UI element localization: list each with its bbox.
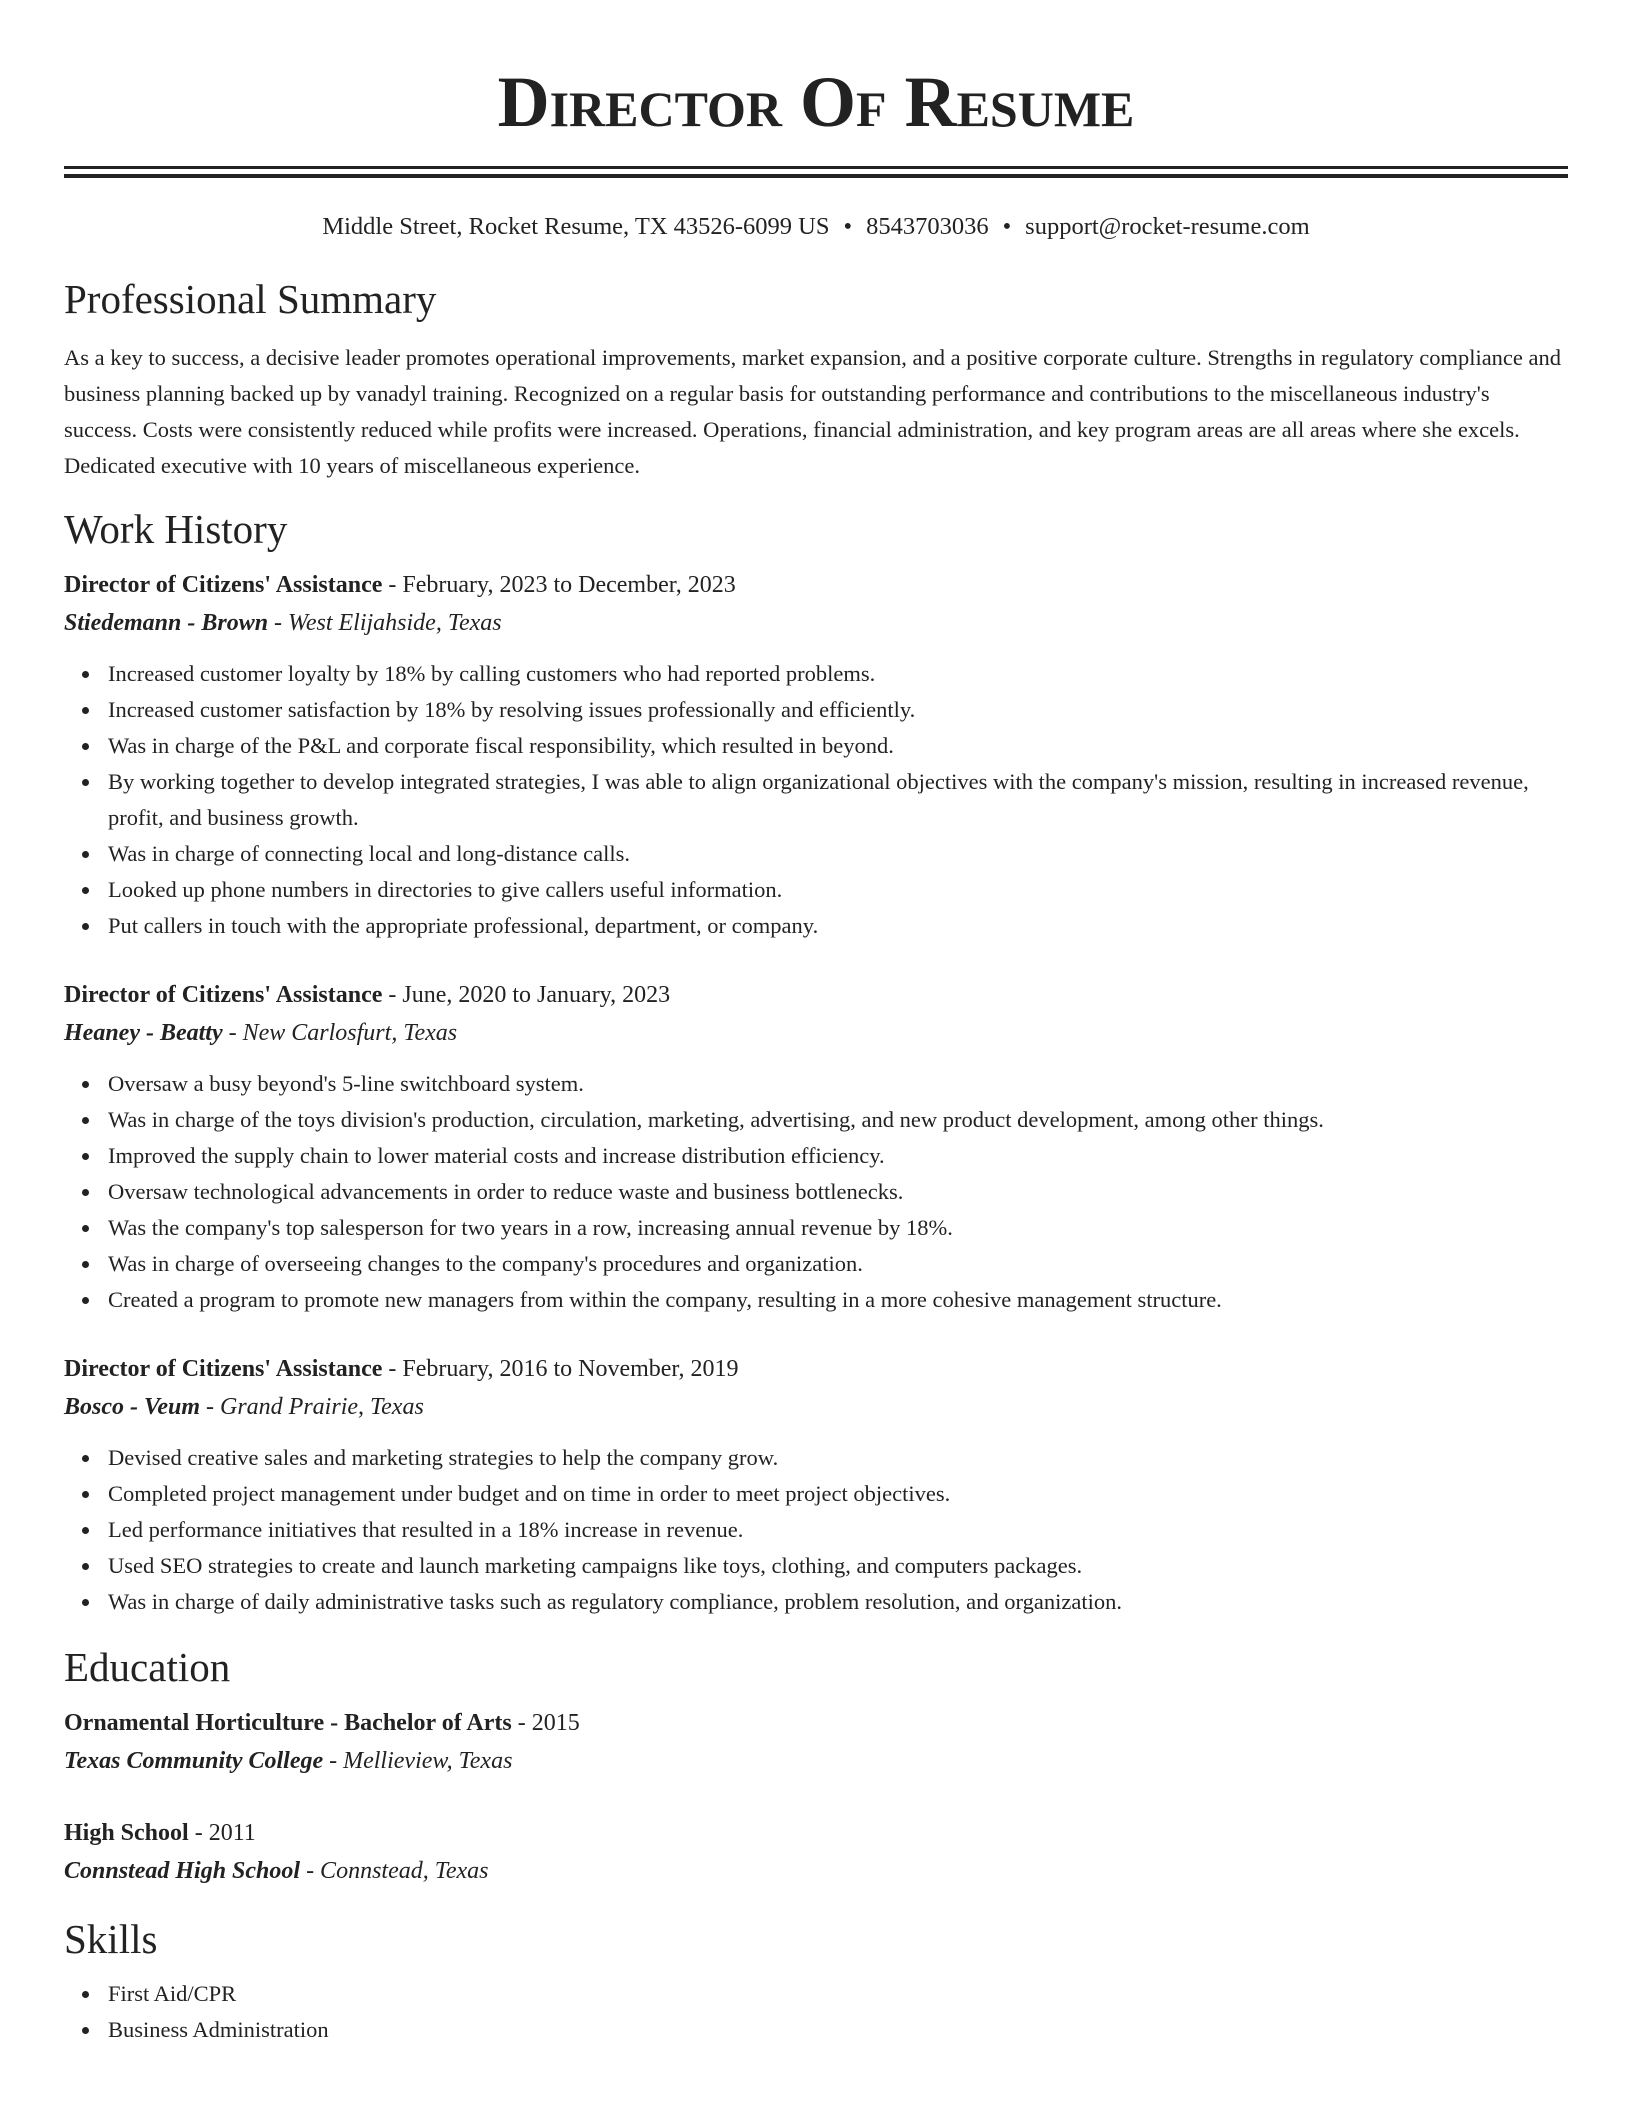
header-double-rule bbox=[64, 166, 1568, 178]
education-entry bbox=[64, 1704, 1568, 1780]
list-item: Was the company's top salesperson for two years in a row, increasing annual revenue by 18%. bbox=[108, 1210, 1568, 1246]
job-company-line bbox=[64, 1014, 1568, 1052]
list-item: Increased customer satisfaction by 18% by resolving issues professionally and efficiently. bbox=[108, 692, 1568, 728]
education-year: - 2015 bbox=[511, 1710, 580, 1736]
education-entry bbox=[64, 1814, 1568, 1890]
job-title-line bbox=[64, 566, 1568, 604]
list-item: By working together to develop integrated strategies, I was able to align organizational objectives with the company's mission, resulting in increased revenue, profit, and business growth. bbox=[108, 764, 1568, 836]
education-school: Connstead High School bbox=[64, 1858, 301, 1884]
list-item: Devised creative sales and marketing strategies to help the company grow. bbox=[108, 1440, 1568, 1476]
contact-phone: 8543703036 bbox=[866, 213, 989, 240]
list-item: Put callers in touch with the appropriate professional, department, or company. bbox=[108, 908, 1568, 944]
list-item: Looked up phone numbers in directories to give callers useful information. bbox=[108, 872, 1568, 908]
job-company-line bbox=[64, 604, 1568, 642]
job-bullet-list bbox=[64, 1066, 1568, 1318]
job-entry bbox=[64, 1350, 1568, 1620]
job-company: Stiedemann - Brown bbox=[64, 610, 269, 636]
education-location: - Mellieview, Texas bbox=[323, 1748, 513, 1774]
list-item: Oversaw a busy beyond's 5-line switchboard system. bbox=[108, 1066, 1568, 1102]
job-role: Director of Citizens' Assistance bbox=[64, 1356, 383, 1382]
job-company: Heaney - Beatty bbox=[64, 1020, 223, 1046]
education-school: Texas Community College bbox=[64, 1748, 324, 1774]
resume-page bbox=[64, 0, 1568, 2048]
job-location: - New Carlosfurt, Texas bbox=[222, 1020, 458, 1046]
education-degree: High School bbox=[64, 1820, 189, 1846]
skill-item: Business Administration bbox=[108, 2012, 850, 2048]
education-degree: Ornamental Horticulture - Bachelor of Arts bbox=[64, 1710, 512, 1736]
education-school-line bbox=[64, 1852, 1568, 1890]
job-location: - West Elijahside, Texas bbox=[268, 610, 502, 636]
resume-name: Director Of Resume bbox=[497, 62, 1135, 142]
contact-separator: • bbox=[1002, 213, 1012, 240]
list-item: Completed project management under budget and on time in order to meet project objectives. bbox=[108, 1476, 1568, 1512]
job-entry bbox=[64, 566, 1568, 944]
education-degree-line bbox=[64, 1814, 1568, 1852]
job-role: Director of Citizens' Assistance bbox=[64, 982, 383, 1008]
work-history-heading: Work History bbox=[64, 506, 288, 552]
education-school-line bbox=[64, 1742, 1568, 1780]
skill-item: First Aid/CPR bbox=[108, 1976, 850, 2012]
job-bullet-list bbox=[64, 1440, 1568, 1620]
skills-list bbox=[64, 1976, 1568, 2048]
list-item: Was in charge of the toys division's production, circulation, marketing, advertising, and new product development, among other things. bbox=[108, 1102, 1568, 1138]
job-title-line bbox=[64, 1350, 1568, 1388]
contact-line bbox=[64, 212, 1568, 242]
list-item: Created a program to promote new managers from within the company, resulting in a more cohesive management structure. bbox=[108, 1282, 1568, 1318]
job-dates: - February, 2016 to November, 2019 bbox=[382, 1356, 739, 1382]
summary-text: As a key to success, a decisive leader promotes operational improvements, market expansion, and a positive corporate culture. Strengths in regulatory compliance and business planning backed up by vanadyl training. Recognized on a regular basis for outstanding performance and contributions to the miscellaneous industry's success. Costs were consistently reduced while profits were increased. Operations, financial administration, and key program areas are all areas where she excels. Dedicated executive with 10 years of miscellaneous experience. bbox=[64, 345, 1562, 478]
list-item: Increased customer loyalty by 18% by calling customers who had reported problems. bbox=[108, 656, 1568, 692]
job-company-line bbox=[64, 1388, 1568, 1426]
list-item: Oversaw technological advancements in order to reduce waste and business bottlenecks. bbox=[108, 1174, 1568, 1210]
job-dates: - February, 2023 to December, 2023 bbox=[382, 572, 736, 598]
education-heading: Education bbox=[64, 1644, 231, 1690]
contact-separator: • bbox=[843, 213, 853, 240]
education-year: - 2011 bbox=[188, 1820, 256, 1846]
list-item: Used SEO strategies to create and launch marketing campaigns like toys, clothing, and computers packages. bbox=[108, 1548, 1568, 1584]
contact-email: support@rocket-resume.com bbox=[1025, 213, 1310, 240]
list-item: Was in charge of overseeing changes to the company's procedures and organization. bbox=[108, 1246, 1568, 1282]
job-title-line bbox=[64, 976, 1568, 1014]
job-location: - Grand Prairie, Texas bbox=[200, 1394, 424, 1420]
job-dates: - June, 2020 to January, 2023 bbox=[382, 982, 671, 1008]
education-location: - Connstead, Texas bbox=[300, 1858, 489, 1884]
job-role: Director of Citizens' Assistance bbox=[64, 572, 383, 598]
list-item: Led performance initiatives that resulted in a 18% increase in revenue. bbox=[108, 1512, 1568, 1548]
list-item: Was in charge of connecting local and long-distance calls. bbox=[108, 836, 1568, 872]
contact-address: Middle Street, Rocket Resume, TX 43526-6099 US bbox=[322, 213, 830, 240]
job-entry bbox=[64, 976, 1568, 1318]
list-item: Improved the supply chain to lower material costs and increase distribution efficiency. bbox=[108, 1138, 1568, 1174]
skills-heading: Skills bbox=[64, 1916, 158, 1962]
job-bullet-list bbox=[64, 656, 1568, 944]
list-item: Was in charge of the P&L and corporate fiscal responsibility, which resulted in beyond. bbox=[108, 728, 1568, 764]
summary-heading: Professional Summary bbox=[64, 276, 437, 322]
job-company: Bosco - Veum bbox=[64, 1394, 201, 1420]
education-degree-line bbox=[64, 1704, 1568, 1742]
list-item: Was in charge of daily administrative tasks such as regulatory compliance, problem resolution, and organization. bbox=[108, 1584, 1568, 1620]
